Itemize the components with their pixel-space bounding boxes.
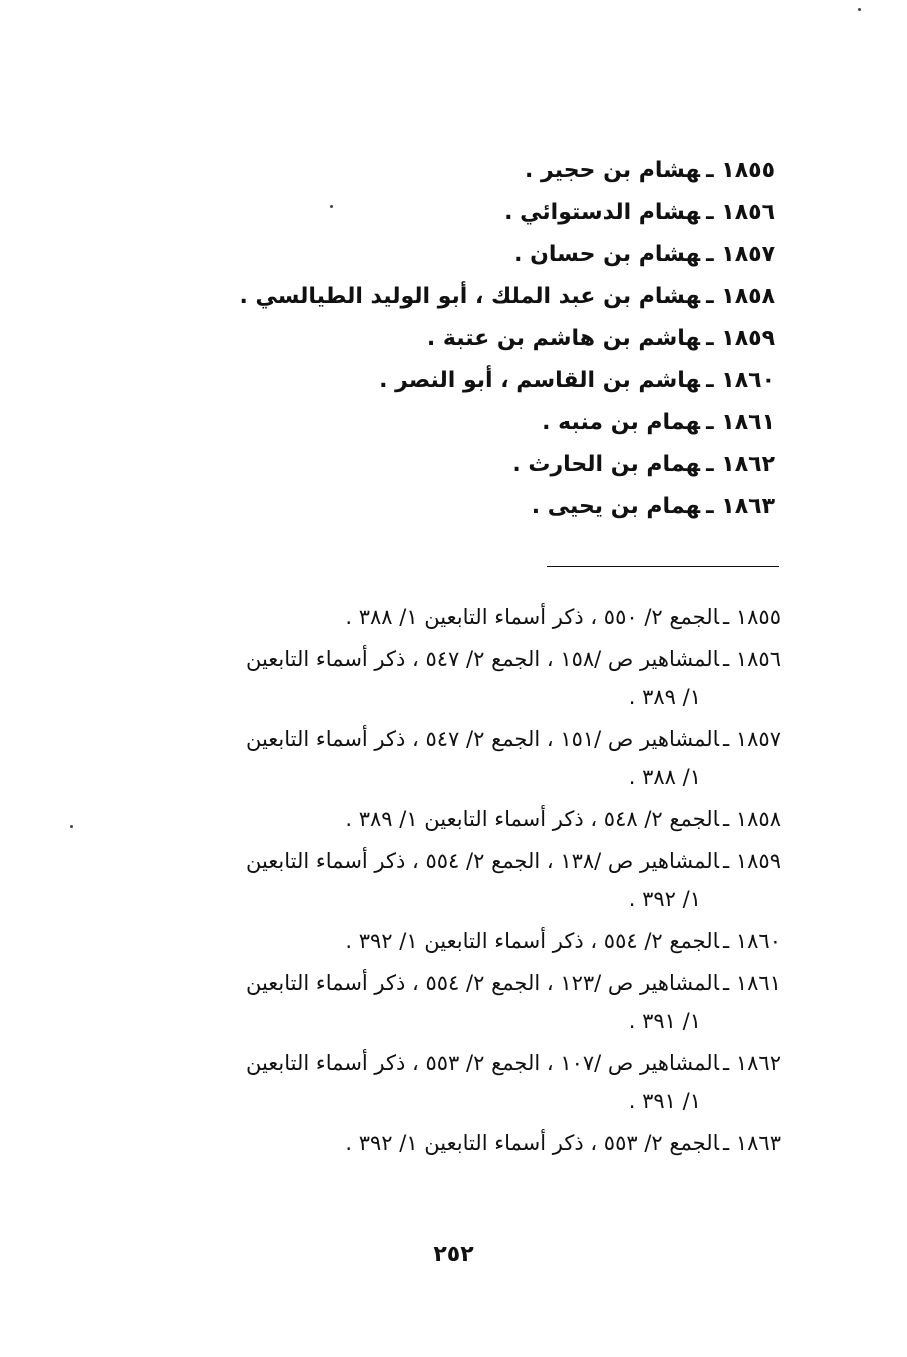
entry-text: همام بن منبه . [542, 410, 701, 435]
footnote-text: الجمع ٢/ ٥٤٨ ، ذكر أسماء التابعين ١/ ٣٨٩ . [345, 807, 720, 831]
footnote-text: المشاهير ص /١٣٨ ، الجمع ٢/ ٥٥٤ ، ذكر أسماء التابعين [245, 849, 720, 873]
footnotes-list [101, 598, 781, 1166]
entry-text: هشام بن عبد الملك ، أبو الوليد الطيالسي . [239, 284, 701, 309]
entry-text: هشام بن حسان . [514, 242, 701, 267]
entry-number: ١٨٦٠ ـ [706, 368, 775, 393]
entry-number: ١٨٥٧ ـ [706, 242, 775, 267]
entry-item [255, 360, 775, 402]
footnote-item [101, 640, 781, 716]
footnote-item [101, 1124, 781, 1162]
footnote-number: ١٨٦٣ ـ [723, 1131, 781, 1155]
entry-text: هشام الدستوائي . [504, 200, 701, 225]
footnote-text: المشاهير ص /١٢٣ ، الجمع ٢/ ٥٥٤ ، ذكر أسماء التابعين [245, 971, 720, 995]
entries-list [239, 150, 775, 528]
footnote-item [101, 922, 781, 960]
footnote-item [101, 598, 781, 636]
entry-text: همام بن الحارث . [512, 452, 701, 477]
footnote-text: المشاهير ص /١٠٧ ، الجمع ٢/ ٥٥٣ ، ذكر أسماء التابعين [245, 1051, 720, 1075]
footnote-text: المشاهير ص /١٥١ ، الجمع ٢/ ٥٤٧ ، ذكر أسماء التابعين [245, 727, 720, 751]
footnote-number: ١٨٥٥ ـ [723, 605, 781, 629]
entry-item [255, 402, 775, 444]
page-number: ٢٥٢ [433, 1242, 474, 1267]
entry-item [255, 192, 775, 234]
footnote-text: الجمع ٢/ ٥٥٠ ، ذكر أسماء التابعين ١/ ٣٨٨ . [345, 605, 720, 629]
footnote-text: الجمع ٢/ ٥٥٤ ، ذكر أسماء التابعين ١/ ٣٩٢ . [345, 929, 720, 953]
footnote-number: ١٨٥٨ ـ [723, 807, 781, 831]
footnote-divider [547, 566, 779, 567]
scan-speck [858, 8, 861, 11]
footnote-continuation: ١/ ٣٩١ . [628, 1089, 701, 1113]
entry-number: ١٨٥٥ ـ [706, 158, 775, 183]
footnote-number: ١٨٥٦ ـ [723, 647, 781, 671]
footnote-item [101, 720, 781, 796]
entry-item [255, 444, 775, 486]
entry-text: هشام بن حجير . [525, 158, 701, 183]
entry-number: ١٨٥٨ ـ [706, 284, 775, 309]
footnote-number: ١٨٥٧ ـ [723, 727, 781, 751]
entry-number: ١٨٦٣ ـ [706, 494, 775, 519]
entry-item [255, 234, 775, 276]
entry-item [255, 150, 775, 192]
scan-speck [330, 205, 333, 208]
entry-number: ١٨٥٩ ـ [706, 326, 775, 351]
footnote-continuation: ١/ ٣٩٢ . [628, 887, 701, 911]
footnote-number: ١٨٦١ ـ [723, 971, 781, 995]
footnote-number: ١٨٦٠ ـ [723, 929, 781, 953]
footnote-number: ١٨٦٢ ـ [723, 1051, 781, 1075]
footnote-number: ١٨٥٩ ـ [723, 849, 781, 873]
footnote-text: الجمع ٢/ ٥٥٣ ، ذكر أسماء التابعين ١/ ٣٩٢ . [345, 1131, 720, 1155]
footnote-continuation: ١/ ٣٨٨ . [628, 765, 701, 789]
entry-item [239, 276, 775, 318]
entry-number: ١٨٦٢ ـ [706, 452, 775, 477]
entry-item [255, 318, 775, 360]
entry-text: هاشم بن القاسم ، أبو النصر . [379, 368, 701, 393]
footnote-text: المشاهير ص /١٥٨ ، الجمع ٢/ ٥٤٧ ، ذكر أسماء التابعين [245, 647, 720, 671]
footnote-continuation: ١/ ٣٨٩ . [628, 685, 701, 709]
entry-text: همام بن يحيى . [531, 494, 701, 519]
footnote-item [101, 964, 781, 1040]
footnote-item [101, 842, 781, 918]
footnote-item [101, 800, 781, 838]
entry-item [255, 486, 775, 528]
footnote-item [101, 1044, 781, 1120]
entry-number: ١٨٦١ ـ [706, 410, 775, 435]
scan-speck [70, 825, 73, 828]
entry-text: هاشم بن هاشم بن عتبة . [426, 326, 701, 351]
entry-number: ١٨٥٦ ـ [706, 200, 775, 225]
footnote-continuation: ١/ ٣٩١ . [628, 1009, 701, 1033]
